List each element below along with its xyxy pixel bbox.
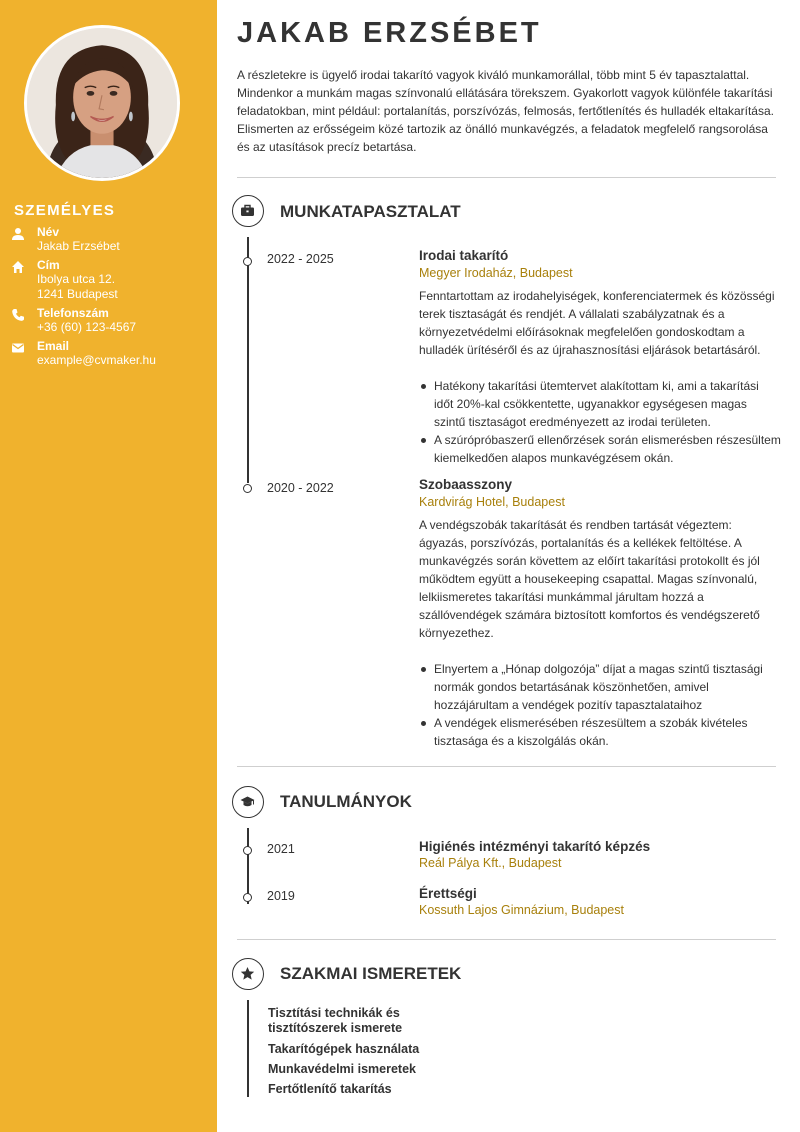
- experience-timeline: [247, 237, 249, 483]
- email-value: example@cvmaker.hu: [37, 353, 156, 367]
- home-icon: [11, 260, 25, 274]
- briefcase-icon: [232, 195, 264, 227]
- skills-section-title: SZAKMAI ISMERETEK: [280, 964, 462, 983]
- achievement-item: A szúrópróbaszerű ellenőrzések során elismerésben részesültem kiemelkedően alapos munkavégzésem okán.: [419, 431, 781, 467]
- personal-section-title: SZEMÉLYES: [14, 202, 116, 219]
- education-school: Kossuth Lajos Gimnázium, Budapest: [419, 903, 624, 917]
- profile-summary: A részletekre is ügyelő irodai takarító vagyok kiváló munkamorállal, több mint 5 év tapasztalattal. Mindenkor a munkám magas színvonalú ellátására törekszem. Gyakorlott vagyok különféle takarítási feladatokban, mint például: portalanítás, porszívózás, felmosás, fertőtlenítés és hulladék eltakarítása. Elismerten az erősségeim közé tartozik az önálló munkavégzés, a feladatok megfelelő rangsorolása és az utasítások precíz betartása.: [237, 68, 774, 154]
- achievement-item: Elnyertem a „Hónap dolgozója” díjat a magas szintű tisztasági normák gondos betartásának köszönhetően, amivel hozzájárultam a vendégek pozitív tapasztalataihoz: [419, 660, 781, 714]
- timeline-dot: [243, 846, 252, 855]
- address-value: [37, 272, 118, 302]
- divider: [237, 766, 776, 767]
- job-achievements: [419, 377, 781, 467]
- mail-icon: [11, 341, 25, 355]
- profile-photo: [24, 25, 180, 181]
- job-title: Szobaasszony: [419, 477, 513, 492]
- timeline-dot: [243, 893, 252, 902]
- job-description: Fenntartottam az irodahelyiségek, konferenciatermek és közösségi terek tisztaságát és rendjét. A vállalati szabályzatnak és a környezetvédelmi előírásoknak megfelelően gondoskodtam a hulladék ürítéséről és az újrahasznosítási eljárások betartásáról.: [419, 289, 775, 357]
- skill-item: Takarítógépek használata: [268, 1042, 420, 1056]
- candidate-name: JAKAB ERZSÉBET: [237, 17, 542, 49]
- skill-item: [268, 1006, 402, 1036]
- job-title: Irodai takarító: [419, 248, 509, 263]
- divider: [237, 177, 776, 178]
- achievement-item: A vendégek elismerésében részesültem a szobák kivételes tisztasága és a kiszolgálás okán.: [419, 714, 781, 750]
- skill-line: tisztítószerek ismerete: [268, 1021, 403, 1035]
- timeline-dot: [243, 257, 252, 266]
- star-icon: [232, 958, 264, 990]
- job-dates: 2022 - 2025: [267, 252, 334, 266]
- experience-section-title: MUNKATAPASZTALAT: [280, 202, 461, 221]
- skill-item: Fertőtlenítő takarítás: [268, 1082, 392, 1096]
- job-achievements: [419, 660, 781, 750]
- timeline-dot: [243, 484, 252, 493]
- education-title: Érettségi: [419, 886, 477, 901]
- job-dates: 2020 - 2022: [267, 481, 334, 495]
- education-school: Reál Pálya Kft., Budapest: [419, 856, 562, 870]
- email-label: Email: [37, 339, 70, 353]
- education-year: 2021: [267, 842, 295, 856]
- phone-label: Telefonszám: [37, 306, 109, 320]
- graduation-cap-icon: [232, 786, 264, 818]
- education-section-title: TANULMÁNYOK: [280, 792, 412, 811]
- education-title: Higiénés intézményi takarító képzés: [419, 839, 651, 854]
- skill-line: Tisztítási technikák és: [268, 1006, 400, 1020]
- sidebar: [0, 0, 217, 1132]
- portrait-image: [27, 28, 177, 178]
- address-line-1: Ibolya utca 12.: [37, 272, 116, 286]
- job-description: A vendégszobák takarítását és rendben tartását végeztem: ágyazás, porszívózás, portalanítás és a kellékek feltöltése. A munkavégzés során követtem az előírt takarítási protokollt és jól működtem együtt a housekeeping csapattal. Magas színvonalú, lelkiismeretes takarítási munkámmal járultam hozzá a szállóvendégek számára biztosított komfortos és vendégszerető környezethez.: [419, 518, 760, 640]
- achievement-item: Hatékony takarítási ütemtervet alakítottam ki, ami a takarítási időt 20%-kal csökkentette, ugyanakkor egységesen magas szintű tisztaságot eredményezett az irodai területen.: [419, 377, 781, 431]
- divider: [237, 939, 776, 940]
- skill-item: Munkavédelmi ismeretek: [268, 1062, 416, 1076]
- phone-icon: [11, 308, 25, 322]
- person-icon: [11, 227, 25, 241]
- name-label: Név: [37, 225, 60, 239]
- address-line-2: 1241 Budapest: [37, 287, 118, 301]
- job-company: Megyer Irodaház, Budapest: [419, 266, 573, 280]
- skills-timeline: [247, 1000, 249, 1097]
- phone-value: +36 (60) 123-4567: [37, 320, 137, 334]
- job-company: Kardvirág Hotel, Budapest: [419, 495, 565, 509]
- name-value: Jakab Erzsébet: [37, 239, 120, 253]
- address-label: Cím: [37, 258, 60, 272]
- education-year: 2019: [267, 889, 295, 903]
